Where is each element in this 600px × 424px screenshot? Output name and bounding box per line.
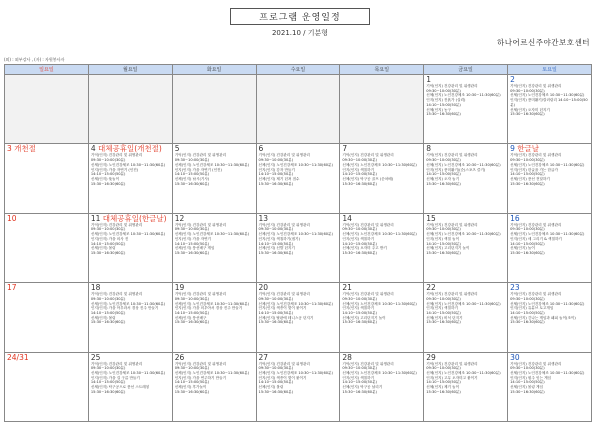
program-line: 15:30~16:30(60분) [90,251,126,255]
program-line: 인지(인지) 가을 의우아서 경상 진주 만들기 [174,306,243,311]
program-line: 신체(인지) 풍선 전달하기 [510,176,550,181]
program-line: 15:30~16:30(60분) [90,320,126,325]
program-line: 신체(인지) 고리던지기 놀이 [426,246,470,251]
day-header [7,284,86,292]
day-header [510,76,589,84]
day-header [342,284,421,292]
program-line: 14:10~15:00(50분) [90,172,126,177]
program-line: 기억(인지) 건강관리 및 위생관리 09:30~10:00(30분) [510,222,562,232]
program-line: 신체(인지) 노인건강체조 10:30~11:30(60분) [174,301,250,306]
program-line: 기억(인지) 건강관리 및 위생관리 09:30~10:00(30분) [258,153,310,163]
program-line: 신체(인지) 노인건강체조 10:30~11:30(60분) [426,93,501,98]
program-line: 14:10~15:00(50분) [426,310,461,315]
program-line: 인지(인지) 가을 자연기 (인진) [174,167,222,172]
program-line: 15:30~16:30(60분) [258,181,294,186]
calendar-day-cell [5,144,89,213]
day-number: 2 [510,75,515,84]
program-line: 신체(인지) 탁구공으로 풍선 스트레칭 15:30~16:30(60분) [90,385,150,394]
program-line: 신체(인지) 노인건강체조 10:30~11:30(60분) [510,232,585,237]
calendar-week-row [5,213,592,282]
day-number: 19 [174,283,185,293]
program-line: 신체(인지) 비석 던지기 [426,315,463,320]
program-line: 15:30~16:30(60분) [510,112,545,117]
weekday-header-row [5,65,592,75]
weekday-header: 토요일 [508,65,592,75]
program-line: 15:30~16:30(60분) [258,320,294,325]
day-number: 21 [342,283,352,293]
calendar-day-cell [5,283,89,352]
calendar-day-cell [424,213,508,282]
program-line: 기억(인지) 건강관리 및 위생관리 09:30~10:00(30분) [510,84,562,93]
program-line: 14:10~15:00(50분) [426,172,461,177]
weekday-header: 금요일 [424,65,508,75]
program-line: 기억(인지) 건강관리 및 위생관리 09:30~10:00(30분) [342,361,394,371]
program-line: 신체(인지) 탁구공 골프 (순차배) [342,176,394,181]
day-header [91,354,170,362]
program-line: 기억(인지) 건강관리 및 위생관리 09:30~10:00(30분) [174,222,227,232]
program-line: 신체(인지) 노인건강체조 10:30~11:30(60분) [342,301,417,306]
calendar-day-cell [172,144,256,213]
program-line: 14:10~15:00(50분) [90,241,126,246]
day-number: 8 [426,144,431,154]
calendar-day-cell [424,75,508,144]
calendar-day-cell [340,144,424,213]
program-line: 신체(인지) 노인건강체조 10:30~11:30(60분) [426,162,501,167]
program-line: 신체(인지) 노인건강체조 10:30~11:30(60분) [510,301,585,306]
program-line: 신체(인지) 윷놀이 [90,176,120,181]
calendar-day-cell [508,283,592,352]
day-number: 24/31 [7,352,29,362]
program-line: 14:10~15:00(50분) [174,241,210,246]
program-line: 15:30~16:30(60분) [258,251,294,255]
program-line: 인지(인지) 색칠 놀이 [426,236,460,241]
day-header [259,354,338,362]
program-line: 15:30~16:30(60분) [342,181,377,186]
program-line: 인지(인지) 유튜브 토고개임 [510,306,554,311]
program-line: 인지(인지) 가을 걸 구름 만들기 [90,375,140,380]
day-header [426,354,505,362]
program-line: 인지(인지) 색칠하기 [342,375,375,380]
day-header [426,76,505,84]
program-line: 15:30~16:30(60분) [342,389,377,394]
day-number: 27 [258,352,269,362]
program-line: 기억(인지) 건강관리 및 위생관리 09:30~10:00(30분) [342,222,394,232]
program-line: 신체(인지) 볼링 게임 [510,385,543,390]
program-line: 신체(인지) 오자미 던지기 [510,107,550,112]
holiday-label: 대체공휴일(개천절) [98,144,162,154]
holiday-label: 한글날 [517,144,539,154]
calendar-day-cell [424,283,508,352]
program-line: 신체(인지) 노인건강체조 10:30~11:30(60분) [90,301,166,306]
calendar-week-row [5,75,592,144]
calendar-day-cell [5,75,89,144]
day-header [259,284,338,292]
program-line: 신체(인지) 농구 [426,107,451,112]
day-number: 16 [510,213,520,223]
day-number: 1 [426,75,431,84]
day-header [259,215,338,223]
calendar-day-cell [256,144,340,213]
program-line: 15:30~16:30(60분) [510,320,545,325]
day-header [175,215,254,223]
calendar-day-cell [88,352,172,421]
program-line: 14:10~15:00(50분) [510,310,545,315]
program-line: 14:10~15:00(50분) [90,310,126,315]
day-number: 23 [510,283,520,293]
day-number: 30 [510,352,520,362]
organization-name: 하나어르신주야간보호센터 [497,38,590,47]
calendar-day-cell [256,352,340,421]
program-line: 인지(인지) 감자 만들기 [258,167,295,172]
program-line: 신체(인지) 노인건강체조 10:30~11:30(60분) [426,301,501,306]
program-line: 신체(인지) 노인건강체조 10:30~11:30(60분) [426,232,501,237]
calendar-day-cell [508,75,592,144]
day-number: 6 [258,144,264,154]
day-header [510,215,589,223]
program-line: 14:10~15:00(50분) [342,310,377,315]
day-number: 18 [90,283,101,293]
day-number: 9 [510,144,515,154]
program-line: 15:30~16:30(60분) [426,389,461,394]
program-line: 신체(인지) 노인건강체조 10:30~11:30(60분) [258,232,333,237]
program-line: 인지(인지) 풍미활기/칼러링리 14:10~15:00(50분) [510,98,588,107]
calendar-day-cell [256,283,340,352]
day-number: 5 [174,144,180,154]
program-line: 인지(인지) 색종이 몇이 붙이기 [258,306,307,311]
weekday-header: 목요일 [340,65,424,75]
day-number: 3 [7,144,12,154]
program-line: 14:10~15:00(50분) [426,102,461,107]
calendar-day-cell [88,213,172,282]
calendar-day-cell [256,75,340,144]
program-line: 인지(인지) 가을 의사 진 [90,236,129,241]
holiday-label: 대체공휴일(한글날) [102,213,167,223]
page-title: 프로그램 운영일정 [230,8,369,25]
calendar-body [5,75,592,422]
day-number: 28 [342,352,352,362]
day-header [426,284,505,292]
day-header [175,354,254,362]
program-line: 신체(인지) 제기 놀이 [426,385,460,390]
program-line: 신체(인지) 볼링 [90,315,116,320]
program-line: 14:10~15:00(50분) [174,380,210,385]
calendar-week-row [5,144,592,213]
program-line: 신체(인지) 노인건강체조 10:30~11:30(60분) [342,370,417,375]
program-line: 인지(인지) 색칠하기 [342,236,375,241]
program-line: 인지(인지) 색칠하기 [342,167,375,172]
program-line: 신체(인지) 노인건강체조 10:30~11:30(60분) [90,370,166,375]
program-line: 14:10~15:00(50분) [258,380,294,385]
program-line: 신체(인지) 노인건강체조 10:30~11:30(60분) [258,162,333,167]
program-line: 인지(인지) 가을 자연기 [174,236,212,241]
program-line: 인지(인지) 고무 오자미고 붙이기 [426,375,478,380]
program-line: 인지(인지) 원주 잇는 게임 [510,375,552,380]
program-line: 신체(인지) 오자 놀기 [426,176,460,181]
program-line: 인지(인지) 가을 연주하기 만들기 [174,375,227,380]
weekday-header: 일요일 [5,65,89,75]
day-number: 26 [174,352,185,362]
program-line: 기억(인지) 건강관리 및 위생관리 09:30~10:00(30분) [426,292,478,301]
day-header [91,284,170,292]
program-line: 기억(인지) 건강관리 및 위생관리 09:30~10:00(30분) [342,153,394,163]
calendar-day-cell [172,213,256,282]
program-line: 기억(인지) 건강관리 및 위생관리 09:30~10:00(30분) [90,361,143,371]
program-line: 신체(인지) 노인건강체조 10:30~11:30(60분) [90,232,166,237]
day-number: 17 [7,283,17,293]
calendar-day-cell [424,144,508,213]
program-line: 기억(인지) 건강관리 및 위생관리 09:30~10:00(30분) [342,292,394,301]
program-line: 기억(인지) 건강관리 및 위생관리 09:30~10:00(30분) [258,361,310,371]
day-number: 13 [258,213,269,223]
page-title-box [0,5,600,25]
program-line: 기억(인지) 건강관리 및 위생관리 09:30~10:00(30분) [510,292,562,301]
calendar-day-cell [340,352,424,421]
program-line: 기억(인지) 건강관리 및 위생관리 09:30~10:00(30분) [426,153,478,163]
day-header [175,284,254,292]
program-line: 신체(인지) 풍선배구 게임 [174,246,215,251]
program-line: 신체(인지) 노인건강체조 10:30~11:30(60분) [174,370,250,375]
calendar-day-cell [5,352,89,421]
program-line: 신체(인지) 신발 던지기 [258,246,295,251]
program-line: 기억(인지) 건강관리 및 위생관리 09:30~10:00(30분) [510,153,562,163]
program-line: 신체(인지) 노인건강체조 10:30~11:30(60분) [342,232,417,237]
program-line: 신체(인지) 노인건강체조 10:30~11:30(60분) [510,93,585,98]
program-line: 기억(인지) 건강관리 및 위생관리 09:30~10:00(30분) [426,84,478,93]
program-line: 15:30~16:30(60분) [510,389,545,394]
day-number: 20 [258,283,269,293]
day-header [510,284,589,292]
day-header [426,215,505,223]
program-line: 14:10~15:00(50분) [426,241,461,246]
program-line: 인지(인지) 색칠하기 [342,306,375,311]
day-header [7,145,86,153]
program-line: 신체(인지) 탁구공 날리기 [342,385,383,390]
program-line: 15:30~16:30(60분) [174,181,210,186]
program-line: 15:30~16:30(60분) [342,251,377,255]
program-line: 인지(인지) 가을 자연기 (인진) [90,167,139,172]
holiday-label: 개천절 [14,144,36,154]
program-line: 14:10~15:00(50분) [342,380,377,385]
program-line: 신체(인지) 노인건강체조 10:30~11:30(60분) [510,162,585,167]
calendar-day-cell [256,213,340,282]
program-line: 14:10~15:00(50분) [174,172,210,177]
program-line: 인지(인지) 색종이 몇이 붙이기 [258,375,307,380]
weekday-header: 수요일 [256,65,340,75]
day-number: 12 [174,213,185,223]
weekday-header: 화요일 [172,65,256,75]
program-line: 14:10~15:00(50분) [510,172,545,177]
calendar-day-cell [172,75,256,144]
program-line: 기억(인지) 건강관리 및 위생관리 09:30~10:00(30분) [90,292,143,301]
program-line: 인지(인지) 풍미활기/(순)스포츠 즐기) [426,167,486,172]
program-line: 15:30~16:30(60분) [426,320,461,325]
calendar-day-cell [88,144,172,213]
program-line: 15:30~16:30(60분) [426,181,461,186]
program-line: 신체(인지) 후가놀이 [174,385,207,390]
program-line: 15:30~16:30(60분) [174,389,210,394]
day-number: 14 [342,213,352,223]
program-line: 15:30~16:30(60분) [426,112,461,117]
program-line: 신체(인지) 놀이 [510,246,535,251]
calendar-day-cell [340,75,424,144]
program-line: 인지(인지) 색칠하기(접기) [258,236,300,241]
day-number: 29 [426,352,436,362]
day-header [91,215,170,223]
program-line: 기억(인지) 건강관리 및 위생관리 09:30~10:00(30분) [258,292,310,301]
program-line: 15:30~16:30(60분) [90,181,126,186]
program-line: 신체(인지) 제기 던져 점수 [258,176,300,181]
program-line: 15:30~16:30(60분) [510,181,545,186]
program-line: 신체(인지) 노인건강체조 10:30~11:30(60분) [258,301,333,306]
calendar-day-cell [5,213,89,282]
day-number: 25 [90,352,101,362]
calendar-day-cell [424,352,508,421]
program-line: 신체(인지) 낚시(기사) [174,176,210,181]
program-line: 신체(인지) 고리던지기 놀이 [342,315,386,320]
program-line: 기억(인지) 건강관리 및 위생관리 09:30~10:00(30분) [90,222,143,232]
day-header [342,354,421,362]
program-line: 14:10~15:00(50분) [174,310,210,315]
program-line: 신체(인지) 노인건강체조 10:30~11:30(60분) [342,162,417,167]
program-line: 신체(인지) 노인건강체조 10:30~11:30(60분) [258,370,333,375]
program-line: 신체(인지) 볼링 [90,246,116,251]
program-line: 15:30~16:30(60분) [342,320,377,325]
calendar-day-cell [172,352,256,421]
program-line: 인지(인지) 진흙가 (실력) [426,98,466,103]
calendar-day-cell [340,213,424,282]
day-number: 15 [426,213,436,223]
calendar-week-row [5,283,592,352]
program-line: 15:30~16:30(60분) [258,389,294,394]
calendar-day-cell [508,144,592,213]
program-line: 14:10~15:00(50분) [90,380,126,385]
program-line: 기억(인지) 건강관리 및 위생관리 09:30~10:00(30분) [90,153,143,163]
program-line: 인지(인지) 한글을 가는 한글가 [510,167,558,172]
program-line: 14:10~15:00(50분) [258,172,294,177]
program-line: 기억(인지) 건강관리 및 위생관리 09:30~10:00(30분) [426,361,478,371]
program-line: 신체(인지) 볼링 [258,385,284,390]
day-header [7,215,86,223]
program-line: 14:10~15:00(50분) [510,380,545,385]
program-line: 14:10~15:00(50분) [342,241,377,246]
program-line: 인지(인지) 세 그리기 & 색칠하기 14:10~15:00(50분) [510,236,562,246]
weekday-header: 월요일 [88,65,172,75]
program-line: 기억(인지) 건강관리 및 위생관리 09:30~10:00(30분) [258,222,310,232]
program-line: 기억(인지) 건강관리 및 위생관리 09:30~10:00(30분) [510,361,562,371]
calendar-day-cell [508,352,592,421]
calendar-day-cell [172,283,256,352]
day-number: 7 [342,144,348,154]
program-line: 14:10~15:00(50분) [342,172,377,177]
program-line: 15:30~16:30(60분) [426,251,461,255]
program-line: 15:30~16:30(60분) [510,251,545,255]
day-header [7,354,86,362]
program-line: 14:10~15:00(50분) [258,310,294,315]
calendar-day-cell [88,75,172,144]
program-line: 15:30~16:30(60분) [174,320,210,325]
calendar-day-cell [340,283,424,352]
program-line: 신체(인지) 노인건강체조 10:30~11:30(60분) [90,162,166,167]
program-line: 인지(인지) 색칠하기 [426,306,458,311]
program-line: 신체(인지) 노인건강체조 10:30~11:30(60분) [174,162,250,167]
program-line: 신체(인지) 노인건강체조 10:30~11:30(60분) [174,232,250,237]
program-line: 15:30~16:30(60분) [174,251,210,255]
calendar-day-cell [88,283,172,352]
program-line: 신체(인지) 오자미 주고 받기 [342,246,387,251]
program-line: 신체(인지) 탈판에 테니스공 던지기 [258,315,314,320]
program-line: 신체(인지) 긴나는 게임과 패피 놀이(조이) [510,315,576,320]
legend-note: (외) : 외부강사 , (자) : 자원봉사자 [4,57,65,62]
schedule-calendar [4,64,592,422]
day-header [510,354,589,362]
program-line: 기억(인지) 건강관리 및 위생관리 09:30~10:00(30분) [174,153,227,163]
day-number: 10 [7,213,17,223]
day-number: 11 [90,213,101,223]
program-line: 신체(인지) 노인건강체조 10:30~11:30(60분) [426,370,501,375]
program-line: 신체(인지) 노인건강체조 10:30~11:30(60분) [510,370,585,375]
program-line: 기억(인지) 건강관리 및 위생관리 09:30~10:00(30분) [426,222,478,232]
program-line: 기억(인지) 건강관리 및 위생관리 09:30~10:00(30분) [174,292,227,301]
program-line: 14:10~15:00(50분) [426,380,461,385]
calendar-day-cell [508,213,592,282]
calendar-week-row [5,352,592,421]
program-line: 인지(인지) 가을 아우라서 경상 진주 만들기 [90,306,159,311]
program-line: 14:10~15:00(50분) [258,241,294,246]
program-line: 신체(인지) 풍선배구 [174,315,207,320]
day-header [342,215,421,223]
page-subtitle: 2021.10 / 기분형 [271,29,329,37]
day-number: 4 [90,144,96,154]
day-number: 22 [426,283,436,293]
program-line: 기억(인지) 건강관리 및 위생관리 09:30~10:00(30분) [174,361,227,371]
